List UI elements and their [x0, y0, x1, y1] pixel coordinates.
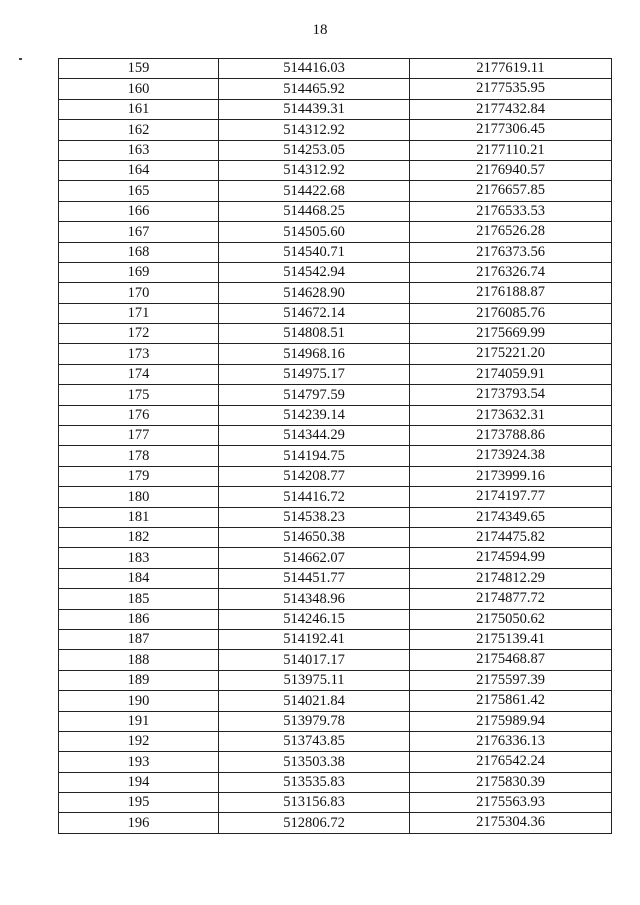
x-coordinate-cell: 513979.78: [219, 711, 410, 731]
x-coordinate-cell: 514468.25: [219, 201, 410, 221]
x-coordinate-cell: 514208.77: [219, 466, 410, 486]
x-coordinate-cell: 514540.71: [219, 242, 410, 262]
x-coordinate-cell: 514975.17: [219, 364, 410, 384]
y-coordinate-cell: 2173788.86: [410, 426, 612, 446]
point-number-cell: 166: [59, 201, 219, 221]
point-number-cell: 180: [59, 487, 219, 507]
table-row: [59, 385, 612, 405]
point-number-cell: 163: [59, 140, 219, 160]
coordinates-table-body: [59, 59, 612, 834]
x-coordinate-cell: 514650.38: [219, 527, 410, 547]
table-row: [59, 670, 612, 690]
y-coordinate-cell: 2174059.91: [410, 364, 612, 384]
table-row: [59, 487, 612, 507]
y-coordinate-cell: 2175989.94: [410, 711, 612, 731]
point-number-cell: 172: [59, 324, 219, 344]
point-number-cell: 196: [59, 813, 219, 833]
y-coordinate-cell: 2176085.76: [410, 303, 612, 323]
x-coordinate-cell: 514239.14: [219, 405, 410, 425]
table-row: [59, 752, 612, 772]
y-coordinate-cell: 2175221.20: [410, 344, 612, 364]
x-coordinate-cell: 513503.38: [219, 752, 410, 772]
y-coordinate-cell: 2175830.39: [410, 772, 612, 792]
y-coordinate-cell: 2173924.38: [410, 446, 612, 466]
x-coordinate-cell: 514672.14: [219, 303, 410, 323]
y-coordinate-cell: 2174594.99: [410, 548, 612, 568]
scan-artifact-dot: [19, 58, 22, 60]
point-number-cell: 185: [59, 589, 219, 609]
table-row: [59, 772, 612, 792]
point-number-cell: 160: [59, 79, 219, 99]
table-row: [59, 99, 612, 119]
y-coordinate-cell: 2175669.99: [410, 324, 612, 344]
table-row: [59, 650, 612, 670]
table-row: [59, 568, 612, 588]
y-coordinate-cell: 2176373.56: [410, 242, 612, 262]
y-coordinate-cell: 2177110.21: [410, 140, 612, 160]
y-coordinate-cell: 2174475.82: [410, 527, 612, 547]
y-coordinate-cell: 2175468.87: [410, 650, 612, 670]
y-coordinate-cell: 2176657.85: [410, 181, 612, 201]
table-row: [59, 527, 612, 547]
point-number-cell: 181: [59, 507, 219, 527]
point-number-cell: 164: [59, 160, 219, 180]
y-coordinate-cell: 2174197.77: [410, 487, 612, 507]
y-coordinate-cell: 2176526.28: [410, 222, 612, 242]
point-number-cell: 193: [59, 752, 219, 772]
y-coordinate-cell: 2177619.11: [410, 59, 612, 79]
table-row: [59, 222, 612, 242]
y-coordinate-cell: 2176326.74: [410, 262, 612, 282]
point-number-cell: 186: [59, 609, 219, 629]
point-number-cell: 159: [59, 59, 219, 79]
y-coordinate-cell: 2176542.24: [410, 752, 612, 772]
y-coordinate-cell: 2176940.57: [410, 160, 612, 180]
x-coordinate-cell: 514628.90: [219, 283, 410, 303]
y-coordinate-cell: 2173999.16: [410, 466, 612, 486]
x-coordinate-cell: 514968.16: [219, 344, 410, 364]
x-coordinate-cell: 514422.68: [219, 181, 410, 201]
point-number-cell: 177: [59, 426, 219, 446]
table-row: [59, 711, 612, 731]
table-row: [59, 691, 612, 711]
table-row: [59, 262, 612, 282]
point-number-cell: 188: [59, 650, 219, 670]
y-coordinate-cell: 2177306.45: [410, 120, 612, 140]
x-coordinate-cell: 512806.72: [219, 813, 410, 833]
x-coordinate-cell: 514505.60: [219, 222, 410, 242]
x-coordinate-cell: 514662.07: [219, 548, 410, 568]
table-row: [59, 507, 612, 527]
table-row: [59, 446, 612, 466]
x-coordinate-cell: 513156.83: [219, 793, 410, 813]
table-row: [59, 466, 612, 486]
y-coordinate-cell: 2175861.42: [410, 691, 612, 711]
point-number-cell: 161: [59, 99, 219, 119]
x-coordinate-cell: 513535.83: [219, 772, 410, 792]
x-coordinate-cell: 514439.31: [219, 99, 410, 119]
x-coordinate-cell: 514344.29: [219, 426, 410, 446]
table-row: [59, 324, 612, 344]
y-coordinate-cell: 2173632.31: [410, 405, 612, 425]
table-row: [59, 426, 612, 446]
table-row: [59, 589, 612, 609]
point-number-cell: 192: [59, 731, 219, 751]
point-number-cell: 189: [59, 670, 219, 690]
point-number-cell: 174: [59, 364, 219, 384]
point-number-cell: 187: [59, 629, 219, 649]
x-coordinate-cell: 514194.75: [219, 446, 410, 466]
x-coordinate-cell: 514021.84: [219, 691, 410, 711]
x-coordinate-cell: 514253.05: [219, 140, 410, 160]
point-number-cell: 167: [59, 222, 219, 242]
x-coordinate-cell: 513975.11: [219, 670, 410, 690]
y-coordinate-cell: 2176188.87: [410, 283, 612, 303]
table-row: [59, 303, 612, 323]
x-coordinate-cell: 514465.92: [219, 79, 410, 99]
y-coordinate-cell: 2177535.95: [410, 79, 612, 99]
y-coordinate-cell: 2175304.36: [410, 813, 612, 833]
point-number-cell: 162: [59, 120, 219, 140]
table-row: [59, 731, 612, 751]
point-number-cell: 169: [59, 262, 219, 282]
point-number-cell: 171: [59, 303, 219, 323]
table-row: [59, 813, 612, 833]
x-coordinate-cell: 514538.23: [219, 507, 410, 527]
x-coordinate-cell: 514246.15: [219, 609, 410, 629]
point-number-cell: 179: [59, 466, 219, 486]
x-coordinate-cell: 514312.92: [219, 160, 410, 180]
y-coordinate-cell: 2176533.53: [410, 201, 612, 221]
point-number-cell: 175: [59, 385, 219, 405]
point-number-cell: 182: [59, 527, 219, 547]
table-row: [59, 201, 612, 221]
y-coordinate-cell: 2175597.39: [410, 670, 612, 690]
table-row: [59, 629, 612, 649]
point-number-cell: 168: [59, 242, 219, 262]
y-coordinate-cell: 2174812.29: [410, 568, 612, 588]
table-row: [59, 793, 612, 813]
x-coordinate-cell: 514416.03: [219, 59, 410, 79]
y-coordinate-cell: 2175139.41: [410, 629, 612, 649]
y-coordinate-cell: 2177432.84: [410, 99, 612, 119]
x-coordinate-cell: 514808.51: [219, 324, 410, 344]
x-coordinate-cell: 514017.17: [219, 650, 410, 670]
x-coordinate-cell: 514542.94: [219, 262, 410, 282]
point-number-cell: 190: [59, 691, 219, 711]
x-coordinate-cell: 513743.85: [219, 731, 410, 751]
table-row: [59, 548, 612, 568]
coordinates-table: [58, 58, 612, 834]
table-row: [59, 120, 612, 140]
table-row: [59, 59, 612, 79]
table-row: [59, 160, 612, 180]
table-row: [59, 140, 612, 160]
y-coordinate-cell: 2176336.13: [410, 731, 612, 751]
point-number-cell: 173: [59, 344, 219, 364]
y-coordinate-cell: 2174877.72: [410, 589, 612, 609]
point-number-cell: 170: [59, 283, 219, 303]
table-row: [59, 181, 612, 201]
table-row: [59, 364, 612, 384]
y-coordinate-cell: 2175050.62: [410, 609, 612, 629]
x-coordinate-cell: 514192.41: [219, 629, 410, 649]
table-row: [59, 79, 612, 99]
point-number-cell: 176: [59, 405, 219, 425]
table-row: [59, 344, 612, 364]
point-number-cell: 178: [59, 446, 219, 466]
table-row: [59, 242, 612, 262]
y-coordinate-cell: 2175563.93: [410, 793, 612, 813]
y-coordinate-cell: 2174349.65: [410, 507, 612, 527]
x-coordinate-cell: 514797.59: [219, 385, 410, 405]
point-number-cell: 165: [59, 181, 219, 201]
point-number-cell: 183: [59, 548, 219, 568]
point-number-cell: 195: [59, 793, 219, 813]
x-coordinate-cell: 514451.77: [219, 568, 410, 588]
point-number-cell: 184: [59, 568, 219, 588]
point-number-cell: 194: [59, 772, 219, 792]
x-coordinate-cell: 514348.96: [219, 589, 410, 609]
x-coordinate-cell: 514416.72: [219, 487, 410, 507]
x-coordinate-cell: 514312.92: [219, 120, 410, 140]
y-coordinate-cell: 2173793.54: [410, 385, 612, 405]
table-row: [59, 283, 612, 303]
table-row: [59, 609, 612, 629]
point-number-cell: 191: [59, 711, 219, 731]
table-row: [59, 405, 612, 425]
page-number: 18: [312, 22, 328, 38]
